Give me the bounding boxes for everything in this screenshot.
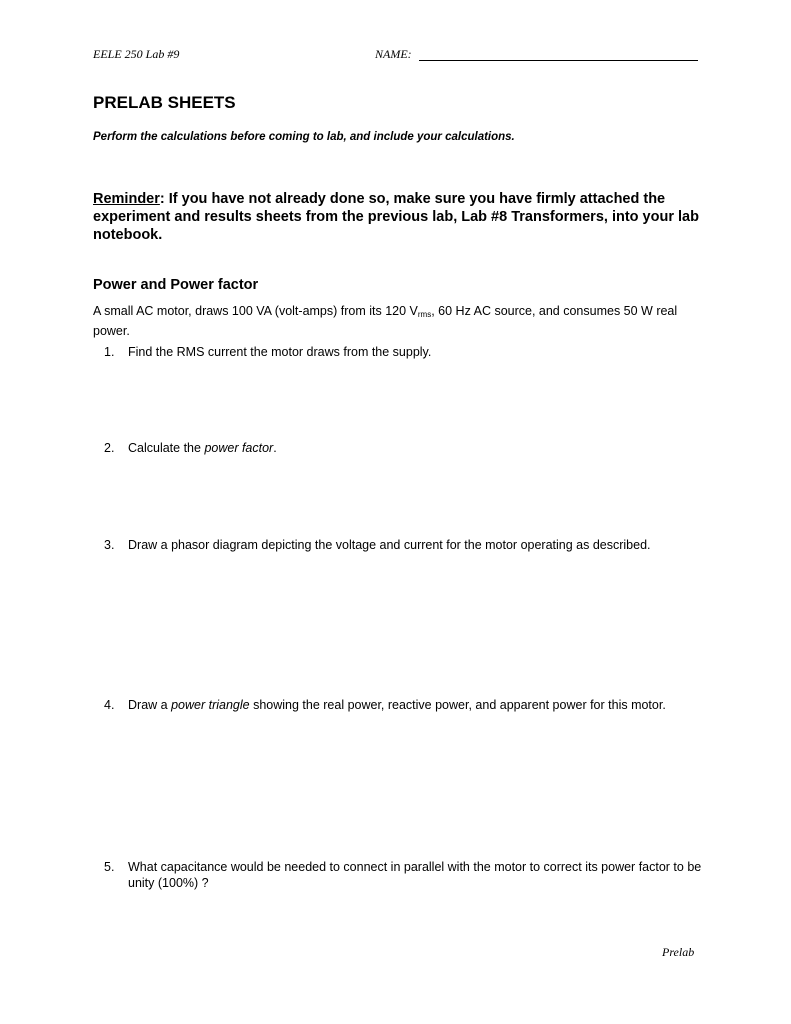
question-text: [128, 440, 704, 456]
question-number: 2.: [104, 441, 115, 455]
intro-text-part2: , 60 Hz AC source, and consumes 50 W real power.: [93, 304, 678, 338]
course-header: EELE 250 Lab #9: [93, 47, 180, 61]
section-heading: Power and Power factor: [93, 277, 259, 293]
question-3: [104, 537, 704, 553]
intro-paragraph: [93, 303, 705, 339]
question-emphasis: power triangle: [171, 698, 250, 712]
question-emphasis: power factor: [204, 441, 274, 455]
name-label: NAME:: [375, 47, 412, 61]
question-number: 5.: [104, 860, 115, 874]
question-text-pre: Calculate the: [128, 441, 205, 455]
reminder-paragraph: [93, 190, 703, 244]
reminder-label: Reminder: [93, 191, 160, 207]
intro-subscript: rms: [417, 310, 432, 319]
question-text: Draw a phasor diagram depicting the voltage and current for the motor operating as described.: [128, 538, 651, 552]
name-blank-line: [419, 60, 698, 61]
reminder-text: : If you have not already done so, make sure you have firmly attached the experiment and results sheets from the previous lab, Lab #8 Transformers, into your lab notebook.: [93, 191, 699, 243]
question-4: [104, 697, 704, 713]
question-text-post: .: [273, 441, 277, 455]
page-title: PRELAB SHEETS: [93, 93, 236, 112]
question-number: 3.: [104, 538, 115, 552]
question-text-post: showing the real power, reactive power, and apparent power for this motor.: [249, 698, 666, 712]
intro-text-part1: A small AC motor, draws 100 VA (volt-amps) from its 120 V: [93, 304, 418, 318]
page-subtitle: Perform the calculations before coming to lab, and include your calculations.: [93, 131, 515, 143]
question-2: [104, 440, 704, 456]
question-text: Find the RMS current the motor draws from the supply.: [128, 345, 432, 359]
question-1: [104, 344, 704, 360]
page-footer: Prelab: [662, 945, 695, 959]
question-5: [104, 859, 704, 891]
question-text: [128, 697, 704, 713]
question-number: 4.: [104, 698, 115, 712]
question-text: What capacitance would be needed to connect in parallel with the motor to correct its power factor to be unity (100%) ?: [128, 860, 702, 890]
question-number: 1.: [104, 345, 115, 359]
question-text-pre: Draw a: [128, 698, 172, 712]
